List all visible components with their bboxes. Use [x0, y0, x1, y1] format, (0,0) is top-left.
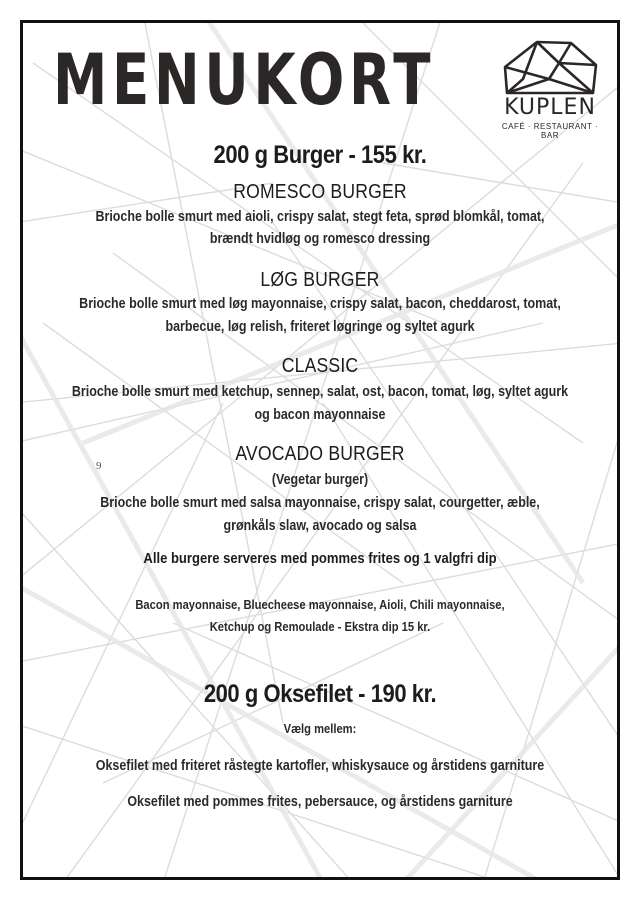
steak-option-2: Oksefilet med pommes frites, pebersauce, og årstidens garniture: [127, 794, 513, 810]
steak-choose-label: Vælg mellem:: [283, 721, 357, 736]
menu-item-avocado-desc-2: grønkåls slaw, avocado og salsa: [223, 518, 417, 534]
menu-item-avocado-name: AVOCADO BURGER: [235, 443, 405, 465]
dip-options-line-1: Bacon mayonnaise, Bluecheese mayonnaise, Aioli, Chili mayonnaise,: [135, 597, 505, 612]
menu-item-log-desc-2: barbecue, løg relish, friteret løgringe og syltet agurk: [165, 319, 475, 335]
brand-logo: [495, 37, 605, 140]
menu-item-romesco-name: ROMESCO BURGER: [233, 181, 407, 203]
menu-card: [20, 20, 620, 880]
menu-item-avocado-desc-1: Brioche bolle smurt med salsa mayonnaise, crispy salat, courgetter, æble,: [100, 495, 540, 511]
brand-name: KUPLEN: [504, 95, 596, 120]
menu-item-classic-desc-2: og bacon mayonnaise: [254, 407, 386, 423]
dip-options-line-2: Ketchup og Remoulade - Ekstra dip 15 kr.: [209, 619, 431, 634]
menu-item-romesco-desc-2: brændt hvidløg og romesco dressing: [209, 231, 431, 247]
menu-item-avocado-subtitle: (Vegetar burger): [271, 472, 369, 488]
steak-option-1: Oksefilet med friteret råstegte kartofler, whiskysauce og årstidens garniture: [95, 758, 545, 774]
burger-section-title: 200 g Burger - 155 kr.: [213, 141, 427, 169]
burger-serving-note: Alle burgere serveres med pommes frites og 1 valgfri dip: [143, 551, 497, 567]
menu-item-log-desc-1: Brioche bolle smurt med løg mayonnaise, crispy salat, bacon, cheddarost, tomat,: [79, 296, 561, 312]
steak-section-title: 200 g Oksefilet - 190 kr.: [203, 680, 437, 708]
menu-item-log-name: LØG BURGER: [260, 269, 380, 291]
menu-item-classic-name: CLASSIC: [281, 355, 359, 377]
dome-outline-icon: [501, 37, 599, 95]
menu-item-classic-desc-1: Brioche bolle smurt med ketchup, sennep, salat, ost, bacon, tomat, løg, syltet agurk: [71, 384, 569, 400]
page-marker: 9: [96, 460, 102, 472]
brand-tagline: CAFÉ · RESTAURANT · BAR: [501, 122, 599, 140]
page-title: MENUKORT: [53, 39, 436, 121]
menu-item-romesco-desc-1: Brioche bolle smurt med aioli, crispy salat, stegt feta, sprød blomkål, tomat,: [95, 209, 545, 225]
